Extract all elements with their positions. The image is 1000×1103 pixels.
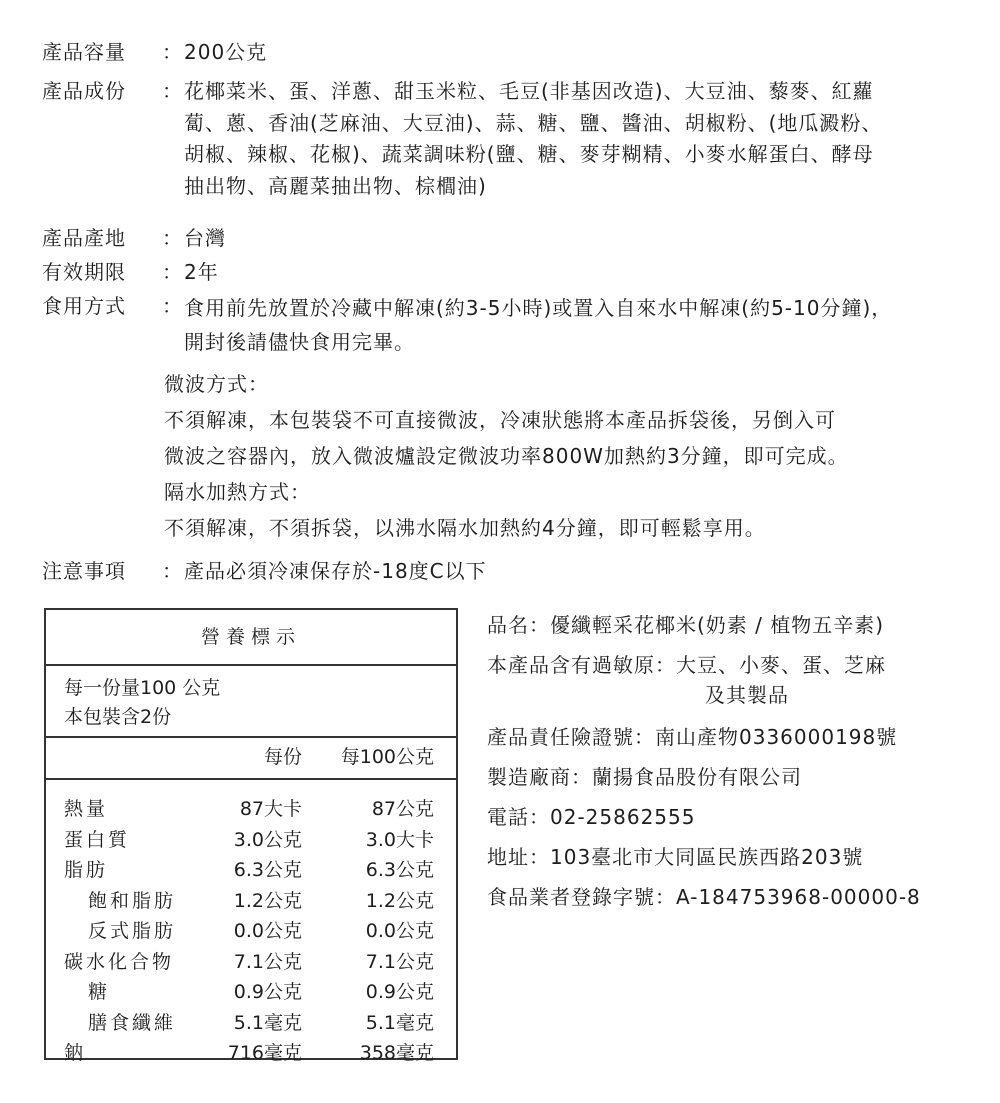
usage-line: 開封後請儘快食用完畢。 (184, 330, 415, 354)
nutrient-per-serving: 1.2公克 (233, 889, 302, 912)
notice-value: 產品必須冷凍保存於-18度C以下 (184, 559, 487, 583)
nutrient-per-100g: 3.0大卡 (365, 828, 434, 851)
product-info (487, 610, 967, 922)
microwave-line: 不須解凍，本包裝袋不可直接微波，冷凍狀態將本產品拆袋後，另倒入可 (164, 408, 836, 432)
allergen-info-continued: 及其製品 (705, 683, 789, 707)
colon: ： (162, 260, 182, 284)
steam-title: 隔水加熱方式： (164, 480, 311, 504)
manufacturer: 製造廠商：蘭揚食品股份有限公司 (487, 765, 802, 789)
nutrient-per-serving: 0.0公克 (233, 920, 302, 942)
origin-row (42, 223, 970, 254)
nutrient-name: 糖 (88, 981, 111, 1003)
nutrition-row (46, 886, 456, 917)
ingredients-line: 胡椒、辣椒、花椒)、蔬菜調味粉(鹽、糖、麥芽糊精、小麥水解蛋白、酵母 (184, 142, 874, 166)
column-per-100g: 每100公克 (340, 746, 434, 768)
nutrition-column-headers (46, 738, 456, 780)
nutrition-row (46, 855, 456, 886)
nutrient-per-100g: 358毫克 (359, 1042, 434, 1064)
insurance-number: 產品責任險證號：南山產物0336000198號 (487, 725, 898, 749)
notice-row (42, 556, 970, 587)
ingredients-value (184, 76, 970, 202)
nutrient-per-100g: 5.1毫克 (365, 1011, 434, 1034)
microwave-title: 微波方式： (164, 372, 269, 396)
allergen-info: 本產品含有過敏原：大豆、小麥、蛋、芝麻 (487, 653, 886, 677)
serving-size: 每一份量100 公克 (64, 677, 221, 699)
nutrient-per-serving: 716毫克 (227, 1042, 302, 1064)
nutrient-name: 膳食纖維 (88, 1011, 177, 1034)
microwave-section (164, 366, 970, 546)
nutrition-row (46, 916, 456, 947)
usage-value (184, 291, 970, 359)
microwave-line: 微波之容器內，放入微波爐設定微波功率800W加熱約3分鐘，即可完成。 (164, 444, 849, 468)
usage-row (42, 291, 970, 359)
notice-label: 注意事項 (42, 559, 126, 583)
ingredients-line: 蔔、蔥、香油(芝麻油、大豆油)、蒜、糖、鹽、醬油、胡椒粉、(地瓜澱粉、 (184, 110, 883, 135)
nutrient-name: 反式脂肪 (88, 920, 177, 942)
nutrient-per-serving: 3.0公克 (233, 828, 302, 851)
nutrient-per-serving: 87大卡 (239, 798, 302, 820)
registration-number: 食品業者登錄字號：A-184753968-00000-8 (487, 885, 921, 909)
steam-line: 不須解凍，不須拆袋，以沸水隔水加熱約4分鐘，即可輕鬆享用。 (164, 516, 766, 540)
capacity-value: 200公克 (184, 40, 268, 64)
nutrient-per-100g: 0.0公克 (365, 920, 434, 942)
address: 地址：103臺北市大同區民族西路203號 (487, 845, 864, 869)
nutrient-per-100g: 0.9公克 (365, 981, 434, 1003)
shelf-life-value: 2年 (184, 260, 219, 284)
nutrient-per-serving: 7.1公克 (233, 950, 302, 973)
nutrition-row (46, 947, 456, 978)
colon: ： (162, 40, 182, 64)
capacity-row (42, 37, 970, 68)
nutrition-row (46, 825, 456, 856)
nutrient-per-100g: 1.2公克 (365, 889, 434, 912)
origin-label: 產品產地 (42, 226, 126, 250)
nutrition-row (46, 1008, 456, 1039)
nutrition-row (46, 1038, 456, 1069)
nutrient-name: 蛋白質 (64, 828, 131, 851)
nutrient-per-100g: 6.3公克 (365, 859, 434, 881)
shelf-life-label: 有效期限 (42, 260, 126, 284)
nutrient-per-serving: 5.1毫克 (233, 1011, 302, 1034)
ingredients-line: 抽出物、高麗菜抽出物、棕櫚油) (184, 173, 487, 198)
column-per-serving: 每份 (263, 746, 302, 768)
nutrient-name: 碳水化合物 (64, 950, 175, 973)
colon: ： (162, 226, 182, 250)
ingredients-row (42, 76, 970, 202)
nutrient-per-100g: 87公克 (371, 798, 434, 820)
origin-value: 台灣 (184, 226, 226, 250)
usage-line: 食用前先放置於冷藏中解凍(約3-5小時)或置入自來水中解凍(約5-10分鐘)， (184, 296, 893, 320)
nutrition-rows (46, 780, 456, 1069)
colon: ： (162, 559, 182, 583)
nutrition-serving-info (46, 666, 456, 738)
usage-label: 食用方式 (42, 294, 126, 318)
colon: ： (162, 79, 182, 103)
nutrient-name: 脂肪 (64, 859, 109, 881)
product-name: 品名：優纖輕采花椰米(奶素 / 植物五辛素) (487, 613, 885, 637)
nutrient-name: 鈉 (64, 1042, 87, 1064)
nutrient-per-100g: 7.1公克 (365, 950, 434, 973)
nutrition-row (46, 977, 456, 1008)
servings-per-pack: 本包裝含2份 (64, 706, 172, 728)
ingredients-label: 產品成份 (42, 79, 126, 103)
nutrition-title: 營養標示 (46, 610, 456, 666)
capacity-label: 產品容量 (42, 40, 126, 64)
colon: ： (162, 294, 182, 318)
nutrient-name: 熱量 (64, 798, 109, 820)
nutrition-table (44, 608, 458, 1064)
phone-number: 電話：02-25862555 (487, 805, 696, 829)
nutrition-row (46, 794, 456, 825)
ingredients-line: 花椰菜米、蛋、洋蔥、甜玉米粒、毛豆(非基因改造)、大豆油、藜麥、紅蘿 (184, 79, 874, 103)
nutrient-name: 飽和脂肪 (88, 889, 177, 912)
nutrient-per-serving: 0.9公克 (233, 981, 302, 1003)
shelf-life-row (42, 257, 970, 288)
nutrient-per-serving: 6.3公克 (233, 859, 302, 881)
